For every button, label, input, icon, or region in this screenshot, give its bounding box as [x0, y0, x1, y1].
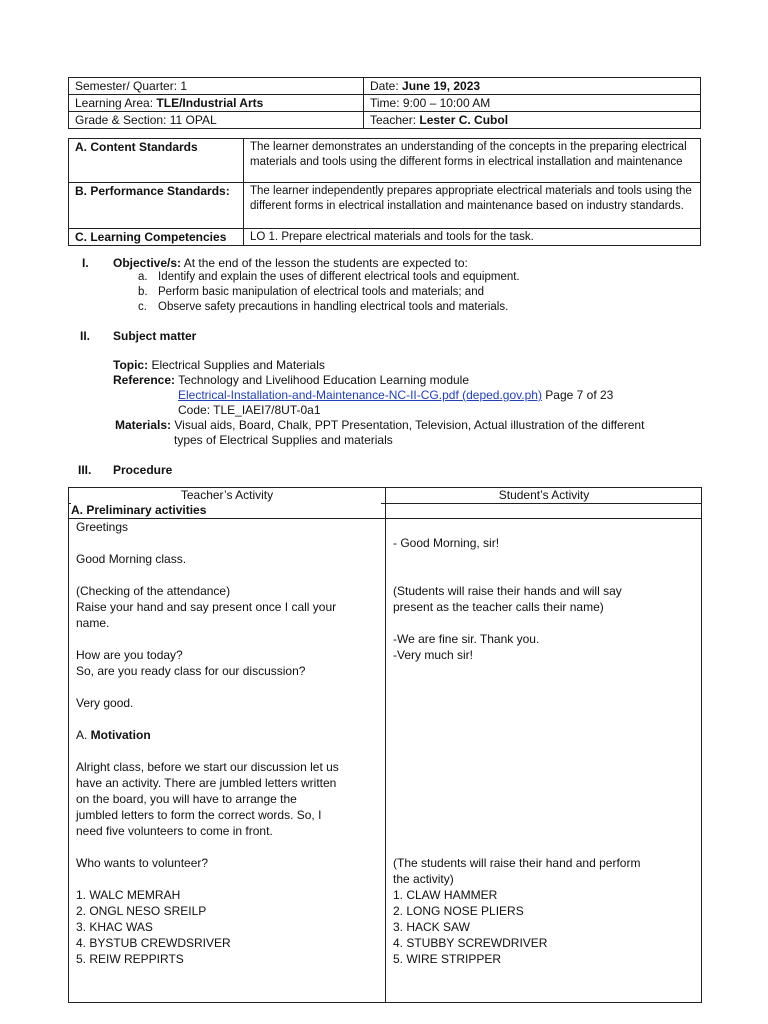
section-numeral: II.: [80, 329, 91, 343]
teacher-activity-header: Teacher’s Activity: [180, 488, 274, 502]
text-line: -Very much sir!: [393, 648, 474, 662]
date-cell: Date: June 19, 2023: [364, 78, 701, 95]
answer-word: 3. HACK SAW: [393, 920, 470, 934]
answer-word: 2. LONG NOSE PLIERS: [393, 904, 524, 918]
standards-table: [68, 138, 701, 246]
text-line: Raise your hand and say present once I call your: [76, 600, 337, 614]
text-line: (Students will raise their hands and will say: [393, 584, 622, 598]
jumbled-word: 3. KHAC WAS: [76, 920, 153, 934]
text-line: name.: [76, 616, 110, 630]
list-item: a. Identify and explain the uses of different electrical tools and equipment.: [138, 271, 520, 283]
reference-line: Reference: Technology and Livelihood Education Learning module: [113, 373, 470, 387]
text-line: the activity): [393, 872, 454, 886]
subject-heading: Subject matter: [113, 329, 197, 343]
text-line: -We are fine sir. Thank you.: [393, 632, 540, 646]
teacher-column: [76, 519, 339, 967]
semester-cell: Semester/ Quarter: 1: [69, 78, 364, 95]
materials-line: types of Electrical Supplies and materials: [174, 433, 393, 447]
list-item: b. Perform basic manipulation of electrical tools and materials; and: [138, 286, 484, 298]
motivation-heading: A. Motivation: [76, 728, 151, 742]
reference-link-line: Electrical-Installation-and-Maintenance-NC-II-CG.pdf (deped.gov.ph) Page 7 of 23: [178, 388, 614, 402]
text-line: Alright class, before we start our discussion let us: [76, 760, 339, 774]
standard-text: The learner independently prepares appropriate electrical materials and tools using the different forms in electrical installation and maintenance based on industry standards.: [244, 183, 701, 229]
objectives-list: [138, 270, 520, 315]
grade-section-cell: Grade & Section: 11 OPAL: [69, 112, 364, 129]
section-numeral: I.: [82, 256, 89, 270]
standard-text: LO 1. Prepare electrical materials and tools for the task.: [244, 229, 701, 246]
standard-label: B. Performance Standards:: [69, 183, 244, 229]
preliminary-activities-label: A. Preliminary activities: [71, 503, 381, 518]
objectives-heading: Objective/s: At the end of the lesson the students are expected to:: [113, 256, 468, 270]
jumbled-word: 2. ONGL NESO SREILP: [76, 904, 207, 918]
standard-label: A. Content Standards: [69, 139, 244, 183]
code-line: Code: TLE_IAEI7/8UT-0a1: [178, 403, 321, 417]
answer-word: 5. WIRE STRIPPER: [393, 952, 502, 966]
header-table: [68, 77, 701, 129]
time-cell: Time: 9:00 – 10:00 AM: [364, 95, 701, 112]
learning-area-cell: Learning Area: TLE/Industrial Arts: [69, 95, 364, 112]
text-line: Very good.: [76, 696, 134, 710]
student-column: [393, 535, 622, 663]
text-line: Greetings: [76, 520, 129, 534]
text-line: (Checking of the attendance): [76, 584, 231, 598]
column-divider: [385, 488, 386, 1002]
procedure-heading: Procedure: [113, 463, 173, 477]
answer-word: 4. STUBBY SCREWDRIVER: [393, 936, 548, 950]
text-line: (The students will raise their hand and perform: [393, 856, 641, 870]
section-numeral: III.: [78, 463, 92, 477]
text-line: Who wants to volunteer?: [76, 856, 209, 870]
jumbled-word: 5. REIW REPPIRTS: [76, 952, 184, 966]
student-column-activity: [393, 855, 640, 967]
standard-label: C. Learning Competencies: [69, 229, 244, 246]
text-line: present as the teacher calls their name): [393, 600, 604, 614]
jumbled-word: 4. BYSTUB CREWDSRIVER: [76, 936, 231, 950]
text-line: have an activity. There are jumbled letters written: [76, 776, 337, 790]
answer-word: 1. CLAW HAMMER: [393, 888, 498, 902]
text-line: need five volunteers to come in front.: [76, 824, 273, 838]
text-line: on the board, you will have to arrange the: [76, 792, 297, 806]
procedure-table: [68, 487, 702, 1003]
student-activity-header: Student’s Activity: [498, 488, 590, 502]
reference-link[interactable]: Electrical-Installation-and-Maintenance-NC-II-CG.pdf (deped.gov.ph): [178, 388, 542, 402]
standard-text: The learner demonstrates an understanding of the concepts in the preparing electrical materials and tools using the different forms in electrical installation and maintenance: [244, 139, 701, 183]
jumbled-word: 1. WALC MEMRAH: [76, 888, 181, 902]
materials-line: Materials: Visual aids, Board, Chalk, PPT Presentation, Television, Actual illustration of the different: [115, 418, 645, 432]
text-line: Good Morning class.: [76, 552, 187, 566]
text-line: How are you today?: [76, 648, 183, 662]
text-line: jumbled letters to form the correct words. So, I: [76, 808, 322, 822]
teacher-cell: Teacher: Lester C. Cubol: [364, 112, 701, 129]
text-line: So, are you ready class for our discussion?: [76, 664, 306, 678]
list-item: c. Observe safety precautions in handling electrical tools and materials.: [138, 301, 509, 313]
topic-line: Topic: Electrical Supplies and Materials: [113, 358, 325, 372]
text-line: - Good Morning, sir!: [393, 536, 500, 550]
